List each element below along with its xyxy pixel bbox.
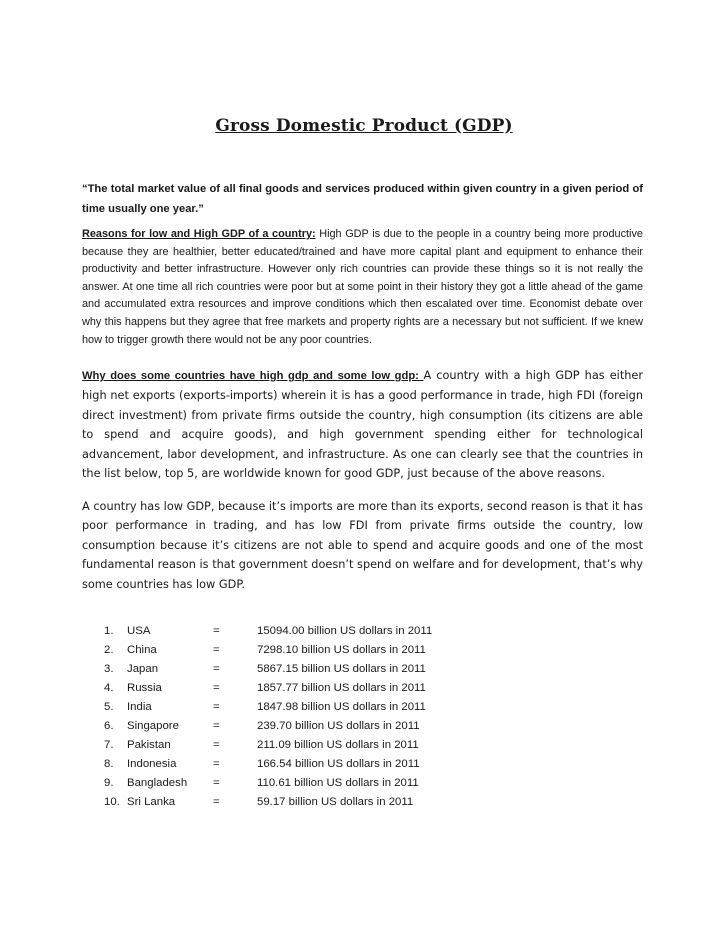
list-item-equals: =: [213, 777, 220, 789]
list-item-equals: =: [213, 796, 220, 808]
list-item-country: Pakistan: [127, 739, 171, 751]
gdp-ranking-list: [104, 625, 504, 815]
why-paragraph: [82, 366, 643, 483]
list-item-equals: =: [213, 644, 220, 656]
list-item: [104, 777, 504, 796]
list-item: [104, 758, 504, 777]
list-item-country: Sri Lanka: [127, 796, 176, 808]
list-item-country: Japan: [127, 663, 159, 675]
list-item: [104, 625, 504, 644]
page-title: Gross Domestic Product (GDP): [215, 116, 513, 136]
list-item: [104, 644, 504, 663]
list-item-number: 2.: [104, 644, 114, 656]
why-body: A country with a high GDP has either high net exports (exports-imports) wherein it is has a good performance in trade, high FDI (foreign direct investment) from private firms outside the country, high consumption (its citizens are able to spend and acquire goods), and high government spending either for technological advancement, labor development, and infrastructure. As one can clearly see that the countries in the list below, top 5, are worldwide known for good GDP, just because of the above reasons.: [82, 369, 644, 481]
list-item-number: 9.: [104, 777, 114, 789]
list-item-country: Russia: [127, 682, 162, 694]
list-item: [104, 720, 504, 739]
list-item-value: 15094.00 billion US dollars in 2011: [257, 625, 433, 637]
list-item: [104, 796, 504, 815]
reasons-body: High GDP is due to the people in a country being more productive because they are healthier, better educated/trained and have more capital plant and equipment to enhance their productivity and better infrastructure. However only rich countries can provide these things so it is not really the answer. At one time all rich countries were poor but at some point in their history they got a little ahead of the game and accumulated extra resources and improve conditions which then escalated over time. Economist debate over why this happens but they agree that free markets and property rights are a necessary but not sufficient. If we knew how to trigger growth there would not be any poor countries.: [82, 228, 643, 346]
list-item: [104, 682, 504, 701]
list-item-equals: =: [213, 625, 220, 637]
list-item-number: 5.: [104, 701, 114, 713]
list-item-value: 110.61 billion US dollars in 2011: [257, 777, 419, 789]
list-item: [104, 663, 504, 682]
list-item-value: 166.54 billion US dollars in 2011: [257, 758, 420, 770]
reasons-heading: Reasons for low and High GDP of a country:: [82, 228, 316, 240]
list-item-value: 7298.10 billion US dollars in 2011: [257, 644, 426, 656]
list-item-value: 59.17 billion US dollars in 2011: [257, 796, 414, 808]
why-heading: Why does some countries have high gdp and some low gdp:: [82, 370, 424, 382]
list-item-number: 3.: [104, 663, 114, 675]
list-item-value: 211.09 billion US dollars in 2011: [257, 739, 419, 751]
gdp-definition: “The total market value of all final goods and services produced within given country in a given period of time usually one year.”: [82, 183, 643, 215]
list-item: [104, 739, 504, 758]
list-item-number: 6.: [104, 720, 114, 732]
reasons-paragraph: [82, 226, 643, 349]
list-item-number: 4.: [104, 682, 114, 694]
list-item: [104, 701, 504, 720]
list-item-equals: =: [213, 682, 220, 694]
list-item-country: Bangladesh: [127, 777, 188, 789]
list-item-value: 1847.98 billion US dollars in 2011: [257, 701, 426, 713]
list-item-equals: =: [213, 739, 220, 751]
list-item-value: 1857.77 billion US dollars in 2011: [257, 682, 426, 694]
list-item-number: 8.: [104, 758, 114, 770]
list-item-number: 1.: [104, 625, 114, 637]
list-item-country: China: [127, 644, 157, 656]
list-item-country: Singapore: [127, 720, 179, 732]
list-item-country: India: [127, 701, 152, 713]
list-item-equals: =: [213, 758, 220, 770]
list-item-country: USA: [127, 625, 151, 637]
list-item-number: 10.: [104, 796, 120, 808]
list-item-value: 239.70 billion US dollars in 2011: [257, 720, 420, 732]
list-item-equals: =: [213, 663, 220, 675]
list-item-equals: =: [213, 720, 220, 732]
list-item-country: Indonesia: [127, 758, 177, 770]
list-item-value: 5867.15 billion US dollars in 2011: [257, 663, 426, 675]
list-item-number: 7.: [104, 739, 114, 751]
low-gdp-paragraph: A country has low GDP, because it’s imports are more than its exports, second reason is that it has poor performance in trading, and has low FDI from private firms outside the country, low consumption because it’s citizens are not able to spend and acquire goods and one of the most fundamental reason is that government doesn’t spend on welfare and for development, that’s why some countries has low GDP.: [82, 500, 643, 591]
list-item-equals: =: [213, 701, 220, 713]
